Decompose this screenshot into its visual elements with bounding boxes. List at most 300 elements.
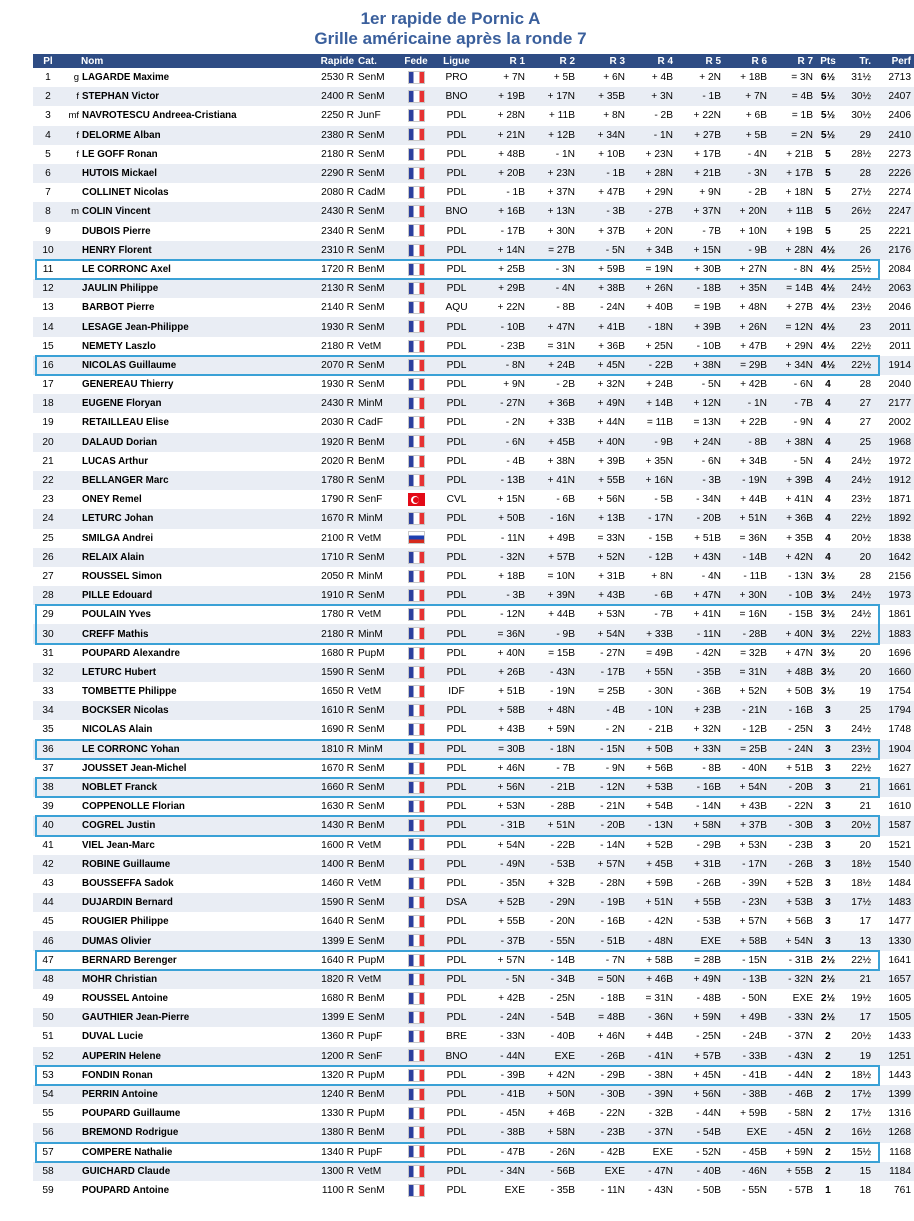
round-2-result: - 35B [529,1181,579,1200]
category-cell: BenM [356,816,396,835]
category-cell: SenM [356,586,396,605]
tiebreak-cell: 25 [839,222,873,241]
round-1-result: - 32N [477,548,529,567]
tiebreak-cell: 26 [839,241,873,260]
table-row [33,1027,914,1046]
round-1-result: - 2N [477,413,529,432]
title-cell [63,1181,80,1200]
points-cell: 4 [817,548,839,567]
round-6-result: - 3N [725,164,771,183]
tiebreak-cell: 21 [839,970,873,989]
tiebreak-cell: 25½ [839,260,873,279]
rating-cell: 1330 R [291,1104,356,1123]
round-2-result: = 31N [529,337,579,356]
round-2-result: - 54B [529,1008,579,1027]
round-4-result: + 51N [629,893,677,912]
title-cell [63,413,80,432]
tiebreak-cell: 29 [839,126,873,145]
points-cell: 4½ [817,260,839,279]
player-name: CREFF Mathis [80,624,291,643]
round-2-result: + 51N [529,816,579,835]
flag-fra-icon [408,742,425,755]
federation-cell [396,337,436,356]
round-6-result: + 58B [725,931,771,950]
title-cell [63,1123,80,1142]
points-cell: 2 [817,1066,839,1085]
title-cell [63,298,80,317]
league-cell: PDL [436,644,477,663]
player-name: DUBOIS Pierre [80,222,291,241]
player-name: POUPARD Guillaume [80,1104,291,1123]
tiebreak-cell: 22½ [839,509,873,528]
league-cell: BRE [436,1027,477,1046]
round-7-result: - 22N [771,797,817,816]
player-name: AUPERIN Helene [80,1047,291,1066]
round-5-result: = 28B [677,951,725,970]
round-6-result: - 38B [725,1085,771,1104]
rating-cell: 1300 R [291,1162,356,1181]
performance-cell: 1399 [873,1085,914,1104]
place-cell: 12 [33,279,63,298]
federation-cell [396,855,436,874]
round-6-result: - 50N [725,989,771,1008]
round-4-result: - 32B [629,1104,677,1123]
round-4-result: + 59B [629,874,677,893]
round-4-result: - 15B [629,529,677,548]
tiebreak-cell: 23½ [839,740,873,759]
round-1-result: = 30B [477,740,529,759]
round-1-result: - 41B [477,1085,529,1104]
round-7-result: + 35B [771,529,817,548]
place-cell: 52 [33,1047,63,1066]
player-name: DALAUD Dorian [80,433,291,452]
tiebreak-cell: 31½ [839,68,873,87]
round-1-result: - 34N [477,1162,529,1181]
round-7-result: - 37N [771,1027,817,1046]
performance-cell: 2226 [873,164,914,183]
place-cell: 57 [33,1143,63,1162]
player-name: COGREL Justin [80,816,291,835]
league-cell: PDL [436,1162,477,1181]
category-cell: PupM [356,1066,396,1085]
place-cell: 29 [33,605,63,624]
round-2-result: - 14B [529,951,579,970]
player-name: RELAIX Alain [80,548,291,567]
round-2-result: - 1N [529,145,579,164]
table-row [33,490,914,509]
points-cell: 2 [817,1104,839,1123]
rating-cell: 1460 R [291,874,356,893]
league-cell: PDL [436,989,477,1008]
round-4-result: + 52B [629,836,677,855]
category-cell: SenM [356,375,396,394]
table-row [33,701,914,720]
round-1-result: - 39B [477,1066,529,1085]
place-cell: 2 [33,87,63,106]
federation-cell [396,452,436,471]
round-7-result: - 10B [771,586,817,605]
league-cell: PDL [436,970,477,989]
rating-cell: 1710 R [291,548,356,567]
player-name: BREMOND Rodrigue [80,1123,291,1142]
performance-cell: 2176 [873,241,914,260]
rating-cell: 2290 R [291,164,356,183]
table-row [33,202,914,221]
league-cell: BNO [436,87,477,106]
federation-cell [396,567,436,586]
round-4-result: - 21B [629,720,677,739]
round-5-result: - 14N [677,797,725,816]
player-name: ROBINE Guillaume [80,855,291,874]
table-row [33,452,914,471]
title-cell: f [63,87,80,106]
player-name: POUPARD Alexandre [80,644,291,663]
category-cell: PupM [356,1104,396,1123]
points-cell: 4 [817,413,839,432]
round-3-result: + 46N [579,1027,629,1046]
title-cell [63,1066,80,1085]
round-7-result: + 55B [771,1162,817,1181]
player-name: NAVROTESCU Andreea-Cristiana [80,106,291,125]
points-cell: 3 [817,874,839,893]
round-2-result: + 24B [529,356,579,375]
round-3-result: + 35B [579,87,629,106]
tiebreak-cell: 22½ [839,759,873,778]
round-7-result: - 57B [771,1181,817,1200]
table-row [33,279,914,298]
round-4-result: - 37N [629,1123,677,1142]
round-2-result: + 49B [529,529,579,548]
title-cell [63,356,80,375]
round-5-result: - 29B [677,836,725,855]
title-cell [63,989,80,1008]
table-row [33,874,914,893]
round-4-result: - 1N [629,126,677,145]
performance-cell: 2221 [873,222,914,241]
title-cell [63,797,80,816]
place-cell: 13 [33,298,63,317]
round-5-result: + 41N [677,605,725,624]
round-4-result: + 3N [629,87,677,106]
round-6-result: + 26N [725,317,771,336]
category-cell: VetM [356,605,396,624]
league-cell: PDL [436,1104,477,1123]
player-name: PERRIN Antoine [80,1085,291,1104]
standings-table [33,54,914,1200]
table-row [33,433,914,452]
table-row [33,375,914,394]
rating-cell: 1600 R [291,836,356,855]
round-6-result: - 39N [725,874,771,893]
round-5-result: - 7B [677,222,725,241]
round-1-result: + 9N [477,375,529,394]
round-3-result: + 37B [579,222,629,241]
round-2-result: - 20N [529,912,579,931]
flag-fra-icon [408,282,425,295]
category-cell: PupM [356,951,396,970]
tiebreak-cell: 24½ [839,586,873,605]
performance-cell: 1912 [873,471,914,490]
player-name: LAGARDE Maxime [80,68,291,87]
performance-cell: 2002 [873,413,914,432]
flag-fra-icon [408,570,425,583]
round-3-result: + 8N [579,106,629,125]
federation-cell [396,970,436,989]
title-cell [63,855,80,874]
round-2-result: = 27B [529,241,579,260]
table-row [33,222,914,241]
round-5-result: = 19B [677,298,725,317]
rating-cell: 2430 R [291,202,356,221]
title-cell [63,740,80,759]
place-cell: 4 [33,126,63,145]
flag-fra-icon [408,877,425,890]
round-2-result: + 42N [529,1066,579,1085]
place-cell: 39 [33,797,63,816]
place-cell: 33 [33,682,63,701]
round-7-result: + 17B [771,164,817,183]
round-6-result: - 55N [725,1181,771,1200]
table-row [33,720,914,739]
round-5-result: - 18B [677,279,725,298]
points-cell: 4½ [817,337,839,356]
round-3-result: - 22N [579,1104,629,1123]
round-3-result: + 45N [579,356,629,375]
points-cell: 2 [817,1047,839,1066]
page-title: 1er rapide de Pornic A [360,9,541,28]
points-cell: 3 [817,740,839,759]
table-row [33,893,914,912]
table-row [33,356,914,375]
title-cell [63,778,80,797]
round-6-result: + 35N [725,279,771,298]
points-cell: 3 [817,797,839,816]
round-6-result: + 49B [725,1008,771,1027]
round-2-result: + 58N [529,1123,579,1142]
points-cell: 3 [817,836,839,855]
federation-cell [396,816,436,835]
round-5-result: - 35B [677,663,725,682]
rating-cell: 1650 R [291,682,356,701]
federation-cell [396,1027,436,1046]
rating-cell: 1590 R [291,893,356,912]
round-2-result: + 13N [529,202,579,221]
title-cell [63,1085,80,1104]
league-cell: PDL [436,931,477,950]
title-cell [63,605,80,624]
rating-cell: 1920 R [291,433,356,452]
round-6-result: - 40N [725,759,771,778]
performance-cell: 1657 [873,970,914,989]
performance-cell: 1505 [873,1008,914,1027]
tiebreak-cell: 25 [839,433,873,452]
player-name: DELORME Alban [80,126,291,145]
tiebreak-cell: 28 [839,164,873,183]
category-cell: SenM [356,912,396,931]
player-name: BOUSSEFFA Sadok [80,874,291,893]
round-6-result: + 42B [725,375,771,394]
flag-fra-icon [408,205,425,218]
rating-cell: 1240 R [291,1085,356,1104]
league-cell: IDF [436,682,477,701]
player-name: HUTOIS Mickael [80,164,291,183]
rating-cell: 1630 R [291,797,356,816]
flag-fra-icon [408,320,425,333]
round-1-result: - 44N [477,1047,529,1066]
performance-cell: 1605 [873,989,914,1008]
title-cell [63,1008,80,1027]
round-3-result: = 33N [579,529,629,548]
round-4-result: + 46B [629,970,677,989]
category-cell: SenM [356,241,396,260]
flag-fra-icon [408,90,425,103]
round-5-result: + 56N [677,1085,725,1104]
round-4-result: - 39N [629,1085,677,1104]
tiebreak-cell: 13 [839,931,873,950]
round-4-result: + 25N [629,337,677,356]
table-row [33,1181,914,1200]
rating-cell: 1640 R [291,951,356,970]
rating-cell: 2380 R [291,126,356,145]
tiebreak-cell: 18½ [839,1066,873,1085]
round-2-result: EXE [529,1047,579,1066]
round-3-result: - 20B [579,816,629,835]
federation-cell [396,356,436,375]
round-4-result: + 45B [629,855,677,874]
category-cell: SenM [356,356,396,375]
federation-cell [396,624,436,643]
round-4-result: + 4B [629,68,677,87]
federation-cell [396,663,436,682]
round-3-result: + 49N [579,394,629,413]
flag-fra-icon [408,915,425,928]
performance-cell: 2084 [873,260,914,279]
league-cell: PDL [436,605,477,624]
place-cell: 48 [33,970,63,989]
title-cell [63,951,80,970]
round-2-result: - 8B [529,298,579,317]
round-5-result: + 39B [677,317,725,336]
round-7-result: + 40N [771,624,817,643]
round-7-result: - 32N [771,970,817,989]
round-2-result: - 16N [529,509,579,528]
table-row [33,740,914,759]
round-7-result: - 24N [771,740,817,759]
category-cell: VetM [356,529,396,548]
flag-rus-icon [408,531,425,544]
table-row [33,548,914,567]
round-7-result: + 51B [771,759,817,778]
round-1-result: - 24N [477,1008,529,1027]
player-name: ONEY Remel [80,490,291,509]
performance-cell: 1587 [873,816,914,835]
flag-fra-icon [408,627,425,640]
title-cell [63,720,80,739]
rating-cell: 1610 R [291,701,356,720]
flag-fra-icon [408,838,425,851]
round-5-result: + 17B [677,145,725,164]
tiebreak-cell: 28 [839,567,873,586]
place-cell: 24 [33,509,63,528]
title-cell [63,490,80,509]
round-4-result: + 53B [629,778,677,797]
league-cell: PDL [436,855,477,874]
place-cell: 44 [33,893,63,912]
table-row [33,1162,914,1181]
round-1-result: + 58B [477,701,529,720]
points-cell: 3 [817,720,839,739]
points-cell: 3 [817,701,839,720]
round-1-result: - 33N [477,1027,529,1046]
federation-cell [396,317,436,336]
round-6-result: - 45B [725,1143,771,1162]
tiebreak-cell: 19 [839,682,873,701]
player-name: ROUSSEL Antoine [80,989,291,1008]
round-7-result: + 29N [771,337,817,356]
round-6-result: + 10N [725,222,771,241]
round-4-result: + 40B [629,298,677,317]
flag-fra-icon [408,608,425,621]
league-cell: PDL [436,529,477,548]
round-6-result: - 11B [725,567,771,586]
round-5-result: - 50B [677,1181,725,1200]
place-cell: 8 [33,202,63,221]
place-cell: 34 [33,701,63,720]
tiebreak-cell: 22½ [839,624,873,643]
round-5-result: - 53B [677,912,725,931]
performance-cell: 1861 [873,605,914,624]
round-4-result: + 35N [629,452,677,471]
tiebreak-cell: 20½ [839,529,873,548]
round-2-result: + 46B [529,1104,579,1123]
round-1-result: + 55B [477,912,529,931]
round-3-result: = 50N [579,970,629,989]
round-7-result: - 25N [771,720,817,739]
flag-fra-icon [408,704,425,717]
place-cell: 22 [33,471,63,490]
round-4-result: + 28N [629,164,677,183]
flag-fra-icon [408,455,425,468]
round-5-result: - 36B [677,682,725,701]
league-cell: PDL [436,164,477,183]
rating-cell: 2310 R [291,241,356,260]
player-name: LE GOFF Ronan [80,145,291,164]
category-cell: MinM [356,394,396,413]
league-cell: CVL [436,490,477,509]
performance-cell: 2273 [873,145,914,164]
round-4-result: - 17N [629,509,677,528]
round-1-result: - 27N [477,394,529,413]
round-7-result: - 31B [771,951,817,970]
league-cell: PDL [436,1066,477,1085]
federation-cell [396,548,436,567]
league-cell: AQU [436,298,477,317]
round-3-result: - 29B [579,1066,629,1085]
round-7-result: + 41N [771,490,817,509]
place-cell: 42 [33,855,63,874]
title-cell [63,567,80,586]
place-cell: 36 [33,740,63,759]
round-4-result: - 38N [629,1066,677,1085]
title-cell: m [63,202,80,221]
round-6-result: + 52N [725,682,771,701]
points-cell: 5 [817,145,839,164]
place-cell: 41 [33,836,63,855]
table-row [33,1047,914,1066]
round-3-result: - 1B [579,164,629,183]
player-name: RETAILLEAU Elise [80,413,291,432]
table-row [33,164,914,183]
